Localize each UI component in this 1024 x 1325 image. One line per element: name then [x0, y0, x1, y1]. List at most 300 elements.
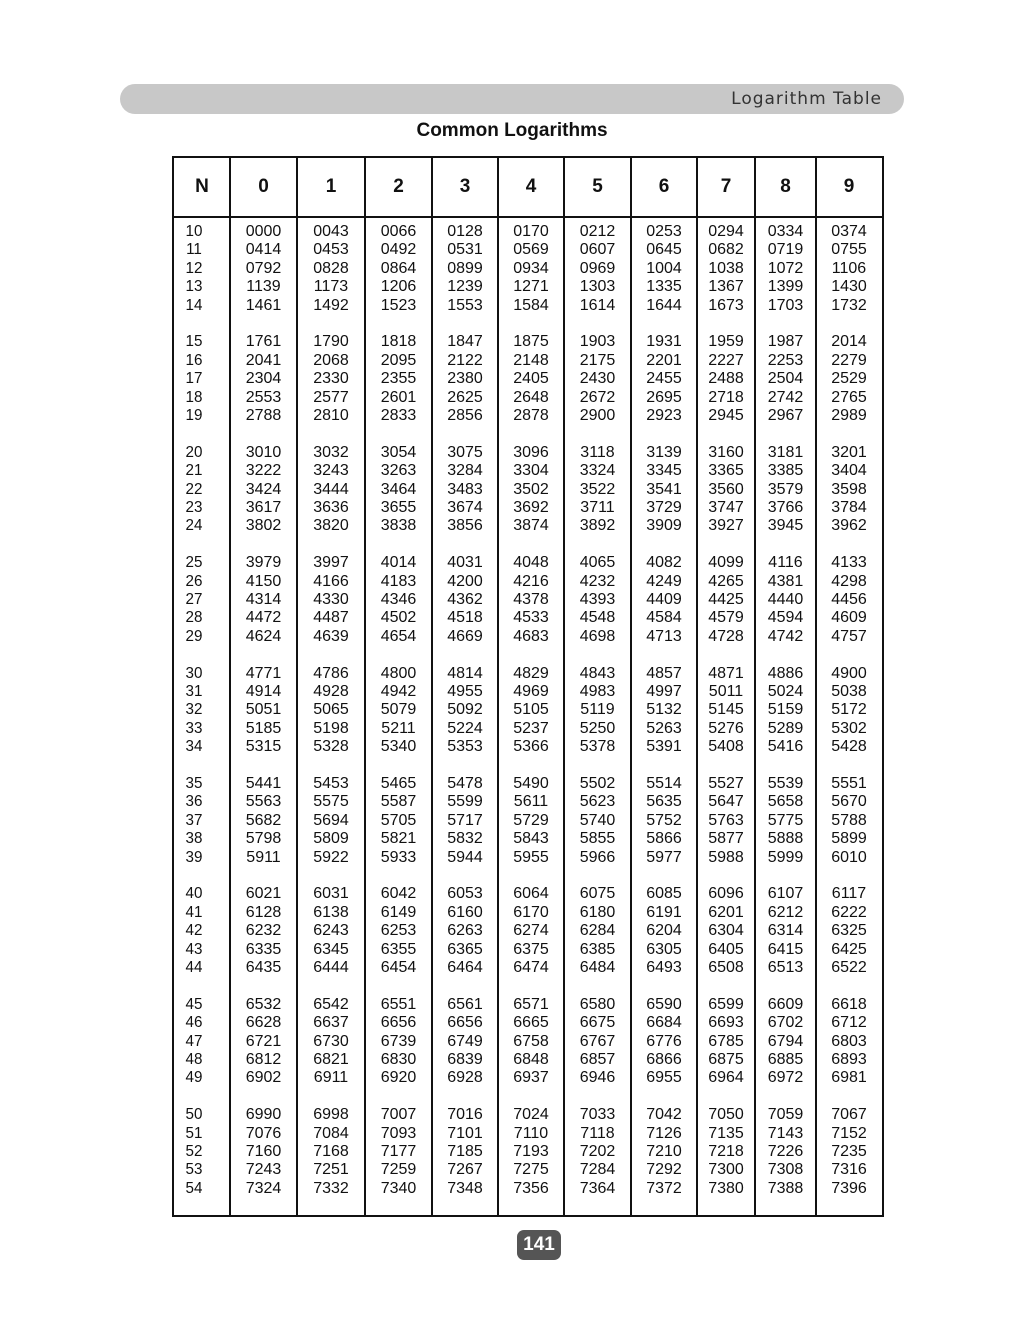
log-value-cell: 3365: [708, 462, 744, 480]
log-value-cell: 6263: [447, 922, 483, 940]
log-value-cell: 3784: [831, 499, 867, 516]
row-number-cell: 34: [185, 738, 203, 756]
row-number-cell: 46: [185, 1014, 203, 1032]
log-value-cell: 6274: [513, 922, 549, 940]
log-value-cell: 4393: [579, 591, 616, 608]
log-value-cell: 7033: [579, 1106, 616, 1124]
log-value-cell: 2788: [245, 407, 282, 424]
row-number-cell: 36: [185, 793, 203, 811]
log-value-cell: 2967: [767, 407, 804, 424]
log-value-cell: 7340: [380, 1179, 417, 1197]
log-value-cell: 3655: [380, 499, 417, 516]
log-value-cell: 2455: [646, 370, 682, 388]
log-value-cell: 7016: [447, 1106, 483, 1124]
log-value-cell: 5623: [579, 793, 616, 811]
log-value-cell: 4099: [708, 554, 744, 572]
log-value-cell: 2923: [646, 407, 682, 424]
log-value-cell: 3579: [767, 480, 804, 498]
log-value-cell: 6191: [646, 903, 682, 921]
log-value-cell: 2553: [245, 388, 282, 406]
log-value-cell: 6785: [708, 1032, 744, 1050]
log-value-cell: 0066: [380, 223, 417, 240]
log-value-cell: 1584: [513, 296, 549, 314]
log-value-cell: 3054: [380, 443, 417, 461]
log-value-cell: 6721: [245, 1032, 282, 1050]
log-value-cell: 4533: [513, 609, 549, 627]
log-value-cell: 2765: [831, 388, 867, 406]
log-value-cell: 6981: [831, 1069, 867, 1087]
table-row: [174, 941, 882, 959]
log-value-cell: 4298: [831, 572, 867, 590]
table-row: [174, 260, 882, 278]
row-number-cell: 13: [185, 278, 203, 296]
log-value-cell: 4900: [831, 664, 867, 682]
table-row: [174, 241, 882, 259]
log-value-cell: 6484: [579, 959, 616, 976]
log-value-cell: 6875: [708, 1051, 744, 1068]
log-value-cell: 7243: [245, 1161, 282, 1179]
log-value-cell: 0792: [245, 259, 282, 277]
log-value-cell: 5911: [246, 848, 281, 866]
log-value-cell: 5366: [513, 738, 549, 756]
log-value-cell: 7152: [831, 1124, 867, 1142]
log-value-cell: 6656: [380, 1014, 417, 1032]
log-value-cell: 0899: [447, 259, 483, 277]
log-value-cell: 6712: [831, 1014, 867, 1032]
log-value-cell: 6990: [245, 1106, 282, 1124]
log-value-cell: 2068: [313, 351, 349, 369]
log-value-cell: 5353: [447, 738, 483, 756]
log-value-cell: 6464: [447, 959, 483, 976]
log-value-cell: 5011: [708, 683, 744, 700]
log-value-cell: 3324: [579, 462, 616, 480]
log-value-cell: 6222: [831, 903, 867, 921]
log-value-cell: 7364: [579, 1179, 616, 1197]
log-value-cell: 6928: [447, 1069, 483, 1087]
log-value-cell: 0000: [245, 223, 282, 240]
log-value-cell: 1430: [831, 278, 867, 296]
log-value-cell: 4346: [380, 591, 417, 608]
row-number-cell: 23: [185, 499, 203, 516]
log-value-cell: 2900: [579, 407, 616, 424]
log-value-cell: 7177: [380, 1143, 417, 1160]
row-number-cell: 31: [185, 683, 203, 700]
log-value-cell: 1367: [708, 278, 744, 296]
log-value-cell: 5575: [313, 793, 349, 811]
log-value-cell: 7396: [831, 1179, 867, 1197]
log-value-cell: 4983: [579, 683, 616, 700]
log-value-cell: 5024: [767, 683, 804, 700]
row-number-cell: 27: [185, 591, 203, 608]
log-value-cell: 6253: [380, 922, 417, 940]
log-value-cell: 1847: [447, 333, 483, 351]
log-value-cell: 2175: [579, 351, 616, 369]
log-value-cell: 2672: [579, 388, 616, 406]
row-number-cell: 24: [185, 517, 203, 535]
log-value-cell: 1790: [313, 333, 349, 351]
log-value-cell: 4183: [380, 572, 417, 590]
log-value-cell: 4232: [579, 572, 616, 590]
log-value-cell: 4728: [708, 627, 744, 645]
log-value-cell: 6042: [380, 885, 417, 903]
log-value-cell: 5788: [831, 811, 867, 829]
log-value-cell: 5658: [767, 793, 804, 811]
log-value-cell: 5172: [831, 701, 867, 719]
row-number-cell: 14: [185, 296, 203, 314]
log-value-cell: 6656: [447, 1014, 483, 1032]
table-row: [174, 996, 882, 1014]
log-value-cell: 4742: [767, 627, 804, 645]
column-header: 3: [459, 176, 471, 197]
table-row: [174, 738, 882, 756]
log-value-cell: 4843: [579, 664, 616, 682]
table-row: [174, 517, 882, 535]
log-value-cell: 6730: [313, 1032, 349, 1050]
log-value-cell: 5705: [380, 811, 417, 829]
log-value-cell: 2201: [646, 351, 682, 369]
log-value-cell: 6885: [767, 1051, 804, 1068]
log-value-cell: 6580: [579, 995, 616, 1013]
log-value-cell: 5539: [767, 775, 804, 792]
log-value-cell: 3979: [245, 554, 282, 572]
row-number-cell: 47: [185, 1032, 203, 1050]
log-value-cell: 4487: [313, 609, 349, 627]
row-number-cell: 32: [185, 701, 203, 719]
table-row: [174, 1051, 882, 1069]
log-value-cell: 3560: [708, 480, 744, 498]
log-value-cell: 6955: [646, 1069, 682, 1087]
log-value-cell: 5717: [447, 811, 483, 829]
row-number-cell: 10: [185, 223, 203, 240]
log-value-cell: 6812: [245, 1051, 282, 1068]
log-value-cell: 6803: [831, 1032, 867, 1050]
log-value-cell: 1987: [767, 333, 804, 351]
log-value-cell: 6821: [313, 1051, 349, 1068]
log-value-cell: 2279: [831, 351, 867, 369]
table-row: [174, 812, 882, 830]
log-value-cell: 3201: [831, 443, 867, 461]
log-value-cell: 1139: [246, 278, 281, 296]
log-value-cell: 4683: [513, 627, 549, 645]
log-value-cell: 5611: [513, 793, 549, 811]
table-row: [174, 701, 882, 719]
log-value-cell: 3909: [646, 517, 682, 535]
log-value-cell: 6385: [579, 940, 616, 958]
log-value-cell: 3636: [313, 499, 349, 516]
log-value-cell: 6053: [447, 885, 483, 903]
log-value-cell: 3424: [245, 480, 282, 498]
log-value-cell: 3892: [579, 517, 616, 535]
log-value-cell: 3766: [767, 499, 804, 516]
log-value-cell: 5340: [380, 738, 417, 756]
log-value-cell: 1004: [646, 259, 682, 277]
page-number: 141: [517, 1230, 561, 1260]
log-value-cell: 4362: [447, 591, 483, 608]
log-value-cell: 5092: [447, 701, 483, 719]
log-value-cell: 7067: [831, 1106, 867, 1124]
log-value-cell: 3096: [513, 443, 549, 461]
log-value-cell: 6085: [646, 885, 682, 903]
table-row: [174, 554, 882, 572]
log-value-cell: 2742: [767, 388, 804, 406]
log-value-cell: 0334: [767, 223, 804, 240]
log-value-cell: 5378: [579, 738, 616, 756]
log-value-cell: 7372: [646, 1179, 682, 1197]
log-value-cell: 3927: [708, 517, 744, 535]
log-value-cell: 6345: [313, 940, 349, 958]
log-value-cell: 3692: [513, 499, 549, 516]
log-value-cell: 5809: [313, 830, 349, 848]
log-value-cell: 3617: [245, 499, 282, 516]
log-value-cell: 7007: [380, 1106, 417, 1124]
log-value-cell: 5944: [447, 848, 483, 866]
log-value-cell: 5119: [580, 701, 615, 719]
log-value-cell: 6075: [579, 885, 616, 903]
log-value-cell: 6693: [708, 1014, 744, 1032]
log-value-cell: 5465: [380, 775, 417, 792]
log-value-cell: 7110: [513, 1124, 549, 1142]
log-value-cell: 0645: [646, 241, 682, 259]
log-value-cell: 7218: [708, 1143, 744, 1160]
log-value-cell: 6375: [513, 940, 549, 958]
log-value-cell: 4200: [447, 572, 483, 590]
log-value-cell: 6628: [245, 1014, 282, 1032]
log-value-cell: 4942: [380, 683, 417, 700]
row-number-cell: 37: [185, 811, 203, 829]
table-row: [174, 481, 882, 499]
log-value-cell: 5038: [831, 683, 867, 700]
column-header: 2: [393, 176, 404, 197]
log-value-cell: 6107: [767, 885, 804, 903]
log-value-cell: 6454: [380, 959, 417, 976]
log-value-cell: 5866: [646, 830, 682, 848]
log-value-cell: 0374: [831, 223, 867, 240]
log-value-cell: 5105: [513, 701, 549, 719]
row-number-cell: 52: [185, 1143, 203, 1160]
log-value-cell: 0043: [313, 223, 349, 240]
log-value-cell: 3404: [831, 462, 867, 480]
log-value-cell: 5416: [767, 738, 804, 756]
row-number-cell: 45: [185, 995, 203, 1013]
log-value-cell: 4997: [646, 683, 682, 700]
row-number-cell: 53: [185, 1161, 203, 1179]
column-header: 4: [525, 176, 537, 197]
log-value-cell: 1875: [513, 333, 549, 351]
log-value-cell: 7193: [513, 1143, 549, 1160]
log-value-cell: 7143: [767, 1124, 804, 1142]
log-value-cell: 5328: [313, 738, 349, 756]
log-value-cell: 7050: [708, 1106, 744, 1124]
column-header: 8: [780, 176, 791, 197]
log-value-cell: 6776: [646, 1032, 682, 1050]
log-value-cell: 3502: [513, 480, 549, 498]
log-value-cell: 3243: [313, 462, 349, 480]
column-header: 6: [658, 176, 670, 197]
row-number-cell: 49: [185, 1069, 203, 1087]
log-value-cell: 2833: [380, 407, 417, 424]
log-value-cell: 6758: [513, 1032, 549, 1050]
log-value-cell: 5145: [708, 701, 744, 719]
log-value-cell: 4166: [313, 572, 349, 590]
log-value-cell: 4594: [767, 609, 804, 627]
log-value-cell: 6749: [447, 1032, 483, 1050]
log-value-cell: 2601: [380, 388, 417, 406]
log-value-cell: 6618: [831, 995, 867, 1013]
log-value-cell: 7275: [513, 1161, 549, 1179]
log-value-cell: 3598: [831, 480, 867, 498]
log-value-cell: 1959: [708, 333, 744, 351]
log-value-cell: 3945: [767, 517, 804, 535]
log-value-cell: 6561: [447, 995, 483, 1013]
log-value-cell: 2945: [708, 407, 744, 424]
log-value-cell: 4928: [313, 683, 349, 700]
log-value-cell: 4757: [831, 627, 867, 645]
log-value-cell: 6665: [513, 1014, 549, 1032]
log-value-cell: 0453: [313, 241, 349, 259]
log-value-cell: 7308: [767, 1161, 804, 1179]
log-value-cell: 2095: [380, 351, 417, 369]
log-value-cell: 4713: [646, 627, 682, 645]
log-value-cell: 3874: [513, 517, 549, 535]
log-value-cell: 3345: [646, 462, 682, 480]
log-value-cell: 6839: [447, 1051, 483, 1068]
log-value-cell: 5408: [708, 738, 744, 756]
log-value-cell: 6021: [245, 885, 282, 903]
log-value-cell: 4378: [513, 591, 549, 608]
log-value-cell: 0294: [708, 223, 744, 240]
log-value-cell: 5391: [646, 738, 682, 756]
log-value-cell: 4639: [313, 627, 349, 645]
table-row: [174, 573, 882, 591]
row-number-cell: 12: [185, 259, 203, 277]
log-value-cell: 0128: [447, 223, 483, 240]
log-value-cell: 6794: [767, 1032, 804, 1050]
row-number-cell: 17: [185, 370, 203, 388]
log-value-cell: 6866: [646, 1051, 682, 1068]
row-number-cell: 11: [186, 241, 202, 259]
log-value-cell: 3711: [580, 499, 615, 516]
log-value-cell: 6355: [380, 940, 417, 958]
log-value-cell: 6508: [708, 959, 744, 976]
log-value-cell: 3747: [708, 499, 744, 516]
log-value-cell: 5132: [646, 701, 682, 719]
log-value-cell: 3802: [245, 517, 282, 535]
row-number-cell: 48: [185, 1051, 203, 1068]
table-row: [174, 775, 882, 793]
log-value-cell: 0569: [513, 241, 549, 259]
log-value-cell: 1553: [447, 296, 483, 314]
log-value-cell: 3075: [447, 443, 483, 461]
log-value-cell: 5670: [831, 793, 867, 811]
row-number-cell: 35: [185, 775, 203, 792]
table-row: [174, 628, 882, 646]
log-value-cell: 5999: [767, 848, 804, 866]
log-value-cell: 4800: [380, 664, 417, 682]
log-value-cell: 5302: [831, 719, 867, 737]
log-value-cell: 6170: [513, 903, 549, 921]
log-value-cell: 4579: [708, 609, 744, 627]
log-value-cell: 1399: [767, 278, 804, 296]
log-value-cell: 7259: [380, 1161, 417, 1179]
log-value-cell: 5453: [313, 775, 349, 792]
log-value-cell: 4584: [646, 609, 682, 627]
row-number-cell: 25: [185, 554, 203, 572]
log-value-cell: 7076: [245, 1124, 282, 1142]
log-value-cell: 6998: [313, 1106, 349, 1124]
log-value-cell: 4425: [708, 591, 744, 608]
row-number-cell: 51: [185, 1124, 203, 1142]
log-value-cell: 3444: [313, 480, 349, 498]
log-value-cell: 2227: [708, 351, 744, 369]
log-value-cell: 1303: [579, 278, 616, 296]
log-value-cell: 6830: [380, 1051, 417, 1068]
table-row: [174, 683, 882, 701]
column-header: 0: [258, 176, 269, 197]
log-value-cell: 5159: [767, 701, 804, 719]
log-value-cell: 0682: [708, 241, 744, 259]
log-value-cell: 4048: [513, 554, 549, 572]
log-value-cell: 0969: [579, 259, 616, 277]
log-value-cell: 1492: [313, 296, 349, 314]
log-value-cell: 2695: [646, 388, 682, 406]
log-value-cell: 6474: [513, 959, 549, 976]
log-value-cell: 1703: [767, 296, 804, 314]
table-row: [174, 1014, 882, 1032]
log-value-cell: 5315: [245, 738, 282, 756]
log-value-cell: 6180: [579, 903, 616, 921]
log-value-cell: 5647: [708, 793, 744, 811]
table-row: [174, 278, 882, 296]
table-row: [174, 885, 882, 903]
log-value-cell: 3541: [646, 480, 682, 498]
log-value-cell: 6857: [579, 1051, 616, 1068]
log-value-cell: 5428: [831, 738, 867, 756]
table-row: [174, 959, 882, 977]
log-value-cell: 6920: [380, 1069, 417, 1087]
log-value-cell: 5977: [646, 848, 682, 866]
column-header: 1: [325, 176, 337, 197]
row-number-cell: 26: [185, 572, 203, 590]
log-value-cell: 7332: [313, 1179, 349, 1197]
log-value-cell: 5933: [380, 848, 417, 866]
log-value-cell: 5289: [767, 719, 804, 737]
log-value-cell: 4314: [245, 591, 282, 608]
log-value-cell: 4955: [447, 683, 483, 700]
log-value-cell: 3838: [380, 517, 417, 535]
log-value-cell: 1335: [646, 278, 682, 296]
log-value-cell: 6314: [767, 922, 804, 940]
log-value-cell: 4548: [579, 609, 616, 627]
table-row: [174, 333, 882, 351]
log-value-cell: 4116: [768, 554, 803, 572]
log-value-cell: 1239: [447, 278, 483, 296]
log-value-cell: 3118: [580, 443, 615, 461]
log-value-cell: 4216: [513, 572, 549, 590]
row-number-cell: 29: [185, 627, 203, 645]
log-value-cell: 5263: [646, 719, 682, 737]
log-value-cell: 4814: [447, 664, 483, 682]
log-value-cell: 5763: [708, 811, 744, 829]
log-value-cell: 7380: [708, 1179, 744, 1197]
log-value-cell: 5740: [579, 811, 616, 829]
log-value-cell: 4440: [767, 591, 804, 608]
log-value-cell: 2648: [513, 388, 549, 406]
table-row: [174, 1143, 882, 1161]
log-value-cell: 3820: [313, 517, 349, 535]
log-value-cell: 6201: [708, 903, 744, 921]
log-value-cell: 6522: [831, 959, 867, 976]
log-value-cell: 5237: [513, 719, 549, 737]
